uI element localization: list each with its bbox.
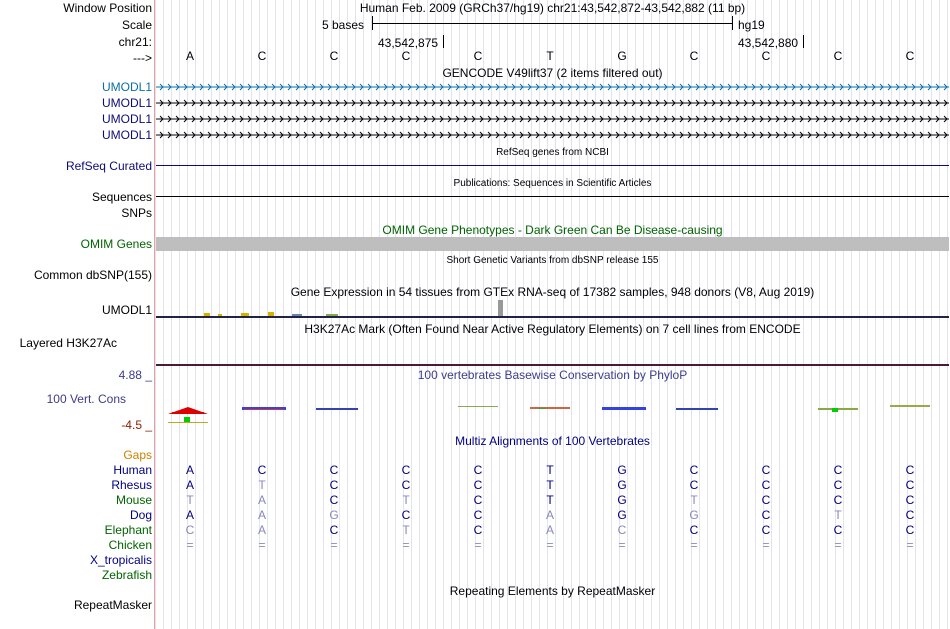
alignment-base: C — [329, 478, 339, 492]
coord-tick-1 — [443, 35, 444, 48]
alignment-base: C — [833, 478, 843, 492]
refseq-title: RefSeq genes from NCBI — [496, 147, 609, 158]
alignment-base: C — [617, 523, 627, 537]
alignment-base: A — [257, 523, 266, 537]
alignment-base: C — [905, 523, 915, 537]
alignment-base: C — [905, 493, 915, 507]
window-position-value: Human Feb. 2009 (GRCh37/hg19) chr21:43,542,872-43,542,882 (11 bp) — [359, 1, 746, 15]
alignment-base: C — [761, 478, 771, 492]
alignment-base: A — [185, 463, 194, 477]
species-label[interactable]: Mouse — [115, 493, 152, 507]
alignment-base: = — [186, 538, 194, 552]
species-label[interactable]: Human — [113, 463, 152, 477]
gencode-item-label[interactable]: UMODL1 — [101, 96, 152, 110]
alignment-base: C — [473, 508, 483, 522]
ruler-base: C — [833, 49, 843, 63]
alignment-base: C — [689, 478, 699, 492]
h3k27ac-title: H3K27Ac Mark (Often Found Near Active Regulatory Elements) on 7 cell lines from ENCODE — [304, 322, 801, 336]
h3k27ac-label[interactable]: Layered H3K27Ac — [19, 336, 117, 350]
assembly-label: hg19 — [738, 18, 765, 32]
scale-label: Scale — [121, 18, 152, 32]
species-label[interactable]: Chicken — [108, 538, 152, 552]
coord-label-2: 43,542,880 — [738, 36, 799, 50]
alignment-base: C — [761, 508, 771, 522]
alignment-base: T — [546, 463, 554, 477]
ruler-base: C — [329, 49, 339, 63]
alignment-base: = — [330, 538, 338, 552]
alignment-base: C — [833, 523, 843, 537]
alignment-base: C — [329, 523, 339, 537]
gaps-label[interactable]: Gaps — [123, 448, 152, 462]
cons-min-label: -4.5 _ — [121, 418, 152, 432]
alignment-base: T — [546, 478, 554, 492]
coord-tick-2 — [803, 35, 804, 48]
ruler-base: C — [401, 49, 411, 63]
cons-title: 100 vertebrates Basewise Conservation by PhyloP — [417, 368, 688, 382]
scale-bar-right — [732, 16, 733, 30]
alignment-base: C — [401, 463, 411, 477]
alignment-base: C — [689, 523, 699, 537]
alignment-base: T — [258, 478, 266, 492]
gtex-label[interactable]: UMODL1 — [101, 303, 152, 317]
refseq-label[interactable]: RefSeq Curated — [65, 159, 152, 173]
alignment-base: = — [690, 538, 698, 552]
alignment-base: A — [545, 508, 554, 522]
alignment-base: C — [473, 478, 483, 492]
scale-text: 5 bases — [322, 18, 365, 32]
ruler-base: C — [473, 49, 483, 63]
gencode-item-label[interactable]: UMODL1 — [101, 80, 152, 94]
h3k27ac-signal[interactable] — [156, 364, 949, 366]
ruler-base: C — [689, 49, 699, 63]
alignment-base: C — [833, 493, 843, 507]
alignment-base: = — [258, 538, 266, 552]
alignment-base: G — [689, 508, 699, 522]
alignment-base: = — [762, 538, 770, 552]
alignment-base: T — [546, 493, 554, 507]
alignment-base: C — [905, 478, 915, 492]
alignment-base: G — [329, 508, 339, 522]
gencode-item-label[interactable]: UMODL1 — [101, 128, 152, 142]
repeat-title: Repeating Elements by RepeatMasker — [449, 584, 656, 598]
snps-label[interactable]: SNPs — [121, 206, 152, 220]
alignment-base: A — [257, 508, 266, 522]
alignment-base: C — [833, 463, 843, 477]
alignment-base: T — [402, 493, 410, 507]
ruler-base: C — [257, 49, 267, 63]
alignment-base: C — [473, 493, 483, 507]
alignment-base: = — [474, 538, 482, 552]
alignment-base: T — [690, 493, 698, 507]
alignment-base: C — [185, 523, 195, 537]
dbsnp-title: Short Genetic Variants from dbSNP release 155 — [446, 255, 659, 266]
alignment-base: C — [401, 478, 411, 492]
alignment-base: C — [257, 463, 267, 477]
species-label[interactable]: Zebrafish — [101, 568, 152, 582]
window-position-label: Window Position — [63, 1, 152, 15]
species-label[interactable]: X_tropicalis — [89, 553, 152, 567]
gtex-title: Gene Expression in 54 tissues from GTEx RNA-seq of 17382 samples, 948 donors (V8, Aug 2019) — [290, 285, 815, 299]
omim-label[interactable]: OMIM Genes — [80, 237, 152, 251]
alignment-base: C — [329, 463, 339, 477]
ruler-base: A — [185, 49, 194, 63]
species-label[interactable]: Rhesus — [111, 478, 152, 492]
publications-line[interactable] — [156, 196, 949, 197]
alignment-base: C — [473, 523, 483, 537]
conservation-plot[interactable] — [156, 400, 949, 430]
alignment-base: = — [546, 538, 554, 552]
ruler-base: C — [761, 49, 771, 63]
alignment-base: G — [617, 478, 627, 492]
omim-title: OMIM Gene Phenotypes - Dark Green Can Be Disease-causing — [382, 223, 723, 237]
alignment-base: C — [689, 463, 699, 477]
chrom-label: chr21: — [118, 35, 152, 49]
alignment-base: T — [186, 493, 194, 507]
alignment-base: C — [401, 508, 411, 522]
alignment-base: C — [905, 508, 915, 522]
alignment-base: T — [834, 508, 842, 522]
ruler-base: C — [905, 49, 915, 63]
species-label[interactable]: Elephant — [104, 523, 152, 537]
sequences-label[interactable]: Sequences — [91, 190, 152, 204]
scale-bar — [373, 23, 732, 24]
omim-gene-bar[interactable] — [156, 237, 949, 251]
alignment-base: = — [834, 538, 842, 552]
alignment-base: C — [473, 463, 483, 477]
cons-label[interactable]: 100 Vert. Cons — [46, 392, 126, 406]
alignment-base: A — [185, 478, 194, 492]
alignment-base: G — [617, 508, 627, 522]
alignment-base: G — [617, 463, 627, 477]
alignment-base: = — [402, 538, 410, 552]
coord-label-1: 43,542,875 — [378, 36, 439, 50]
multiz-title: Multiz Alignments of 100 Vertebrates — [455, 434, 650, 448]
track-labels — [0, 0, 152, 629]
alignment-base: C — [905, 463, 915, 477]
alignment-base: T — [402, 523, 410, 537]
gtex-expression-bars[interactable] — [156, 300, 949, 319]
alignment-base: C — [761, 523, 771, 537]
alignment-base: A — [185, 508, 194, 522]
alignment-base: A — [257, 493, 266, 507]
species-label[interactable]: Dog — [129, 508, 152, 522]
repeatmasker-label[interactable]: RepeatMasker — [73, 598, 152, 612]
cons-max-label: 4.88 _ — [118, 368, 152, 382]
refseq-gene-line[interactable] — [156, 165, 949, 166]
alignment-base: A — [545, 523, 554, 537]
ruler-base: G — [617, 49, 627, 63]
gencode-item-label[interactable]: UMODL1 — [101, 112, 152, 126]
alignment-base: C — [761, 493, 771, 507]
alignment-base: C — [329, 493, 339, 507]
gencode-title: GENCODE V49lift37 (2 items filtered out) — [442, 66, 663, 80]
publications-title: Publications: Sequences in Scientific Articles — [453, 178, 652, 189]
gencode-gene-models[interactable] — [156, 80, 949, 144]
alignment-base: G — [617, 493, 627, 507]
alignment-base: = — [906, 538, 914, 552]
ruler-base: T — [546, 49, 554, 63]
alignment-base: = — [618, 538, 626, 552]
dbsnp-label[interactable]: Common dbSNP(155) — [33, 268, 152, 282]
strand-label: ---> — [133, 51, 152, 65]
alignment-base: C — [761, 463, 771, 477]
